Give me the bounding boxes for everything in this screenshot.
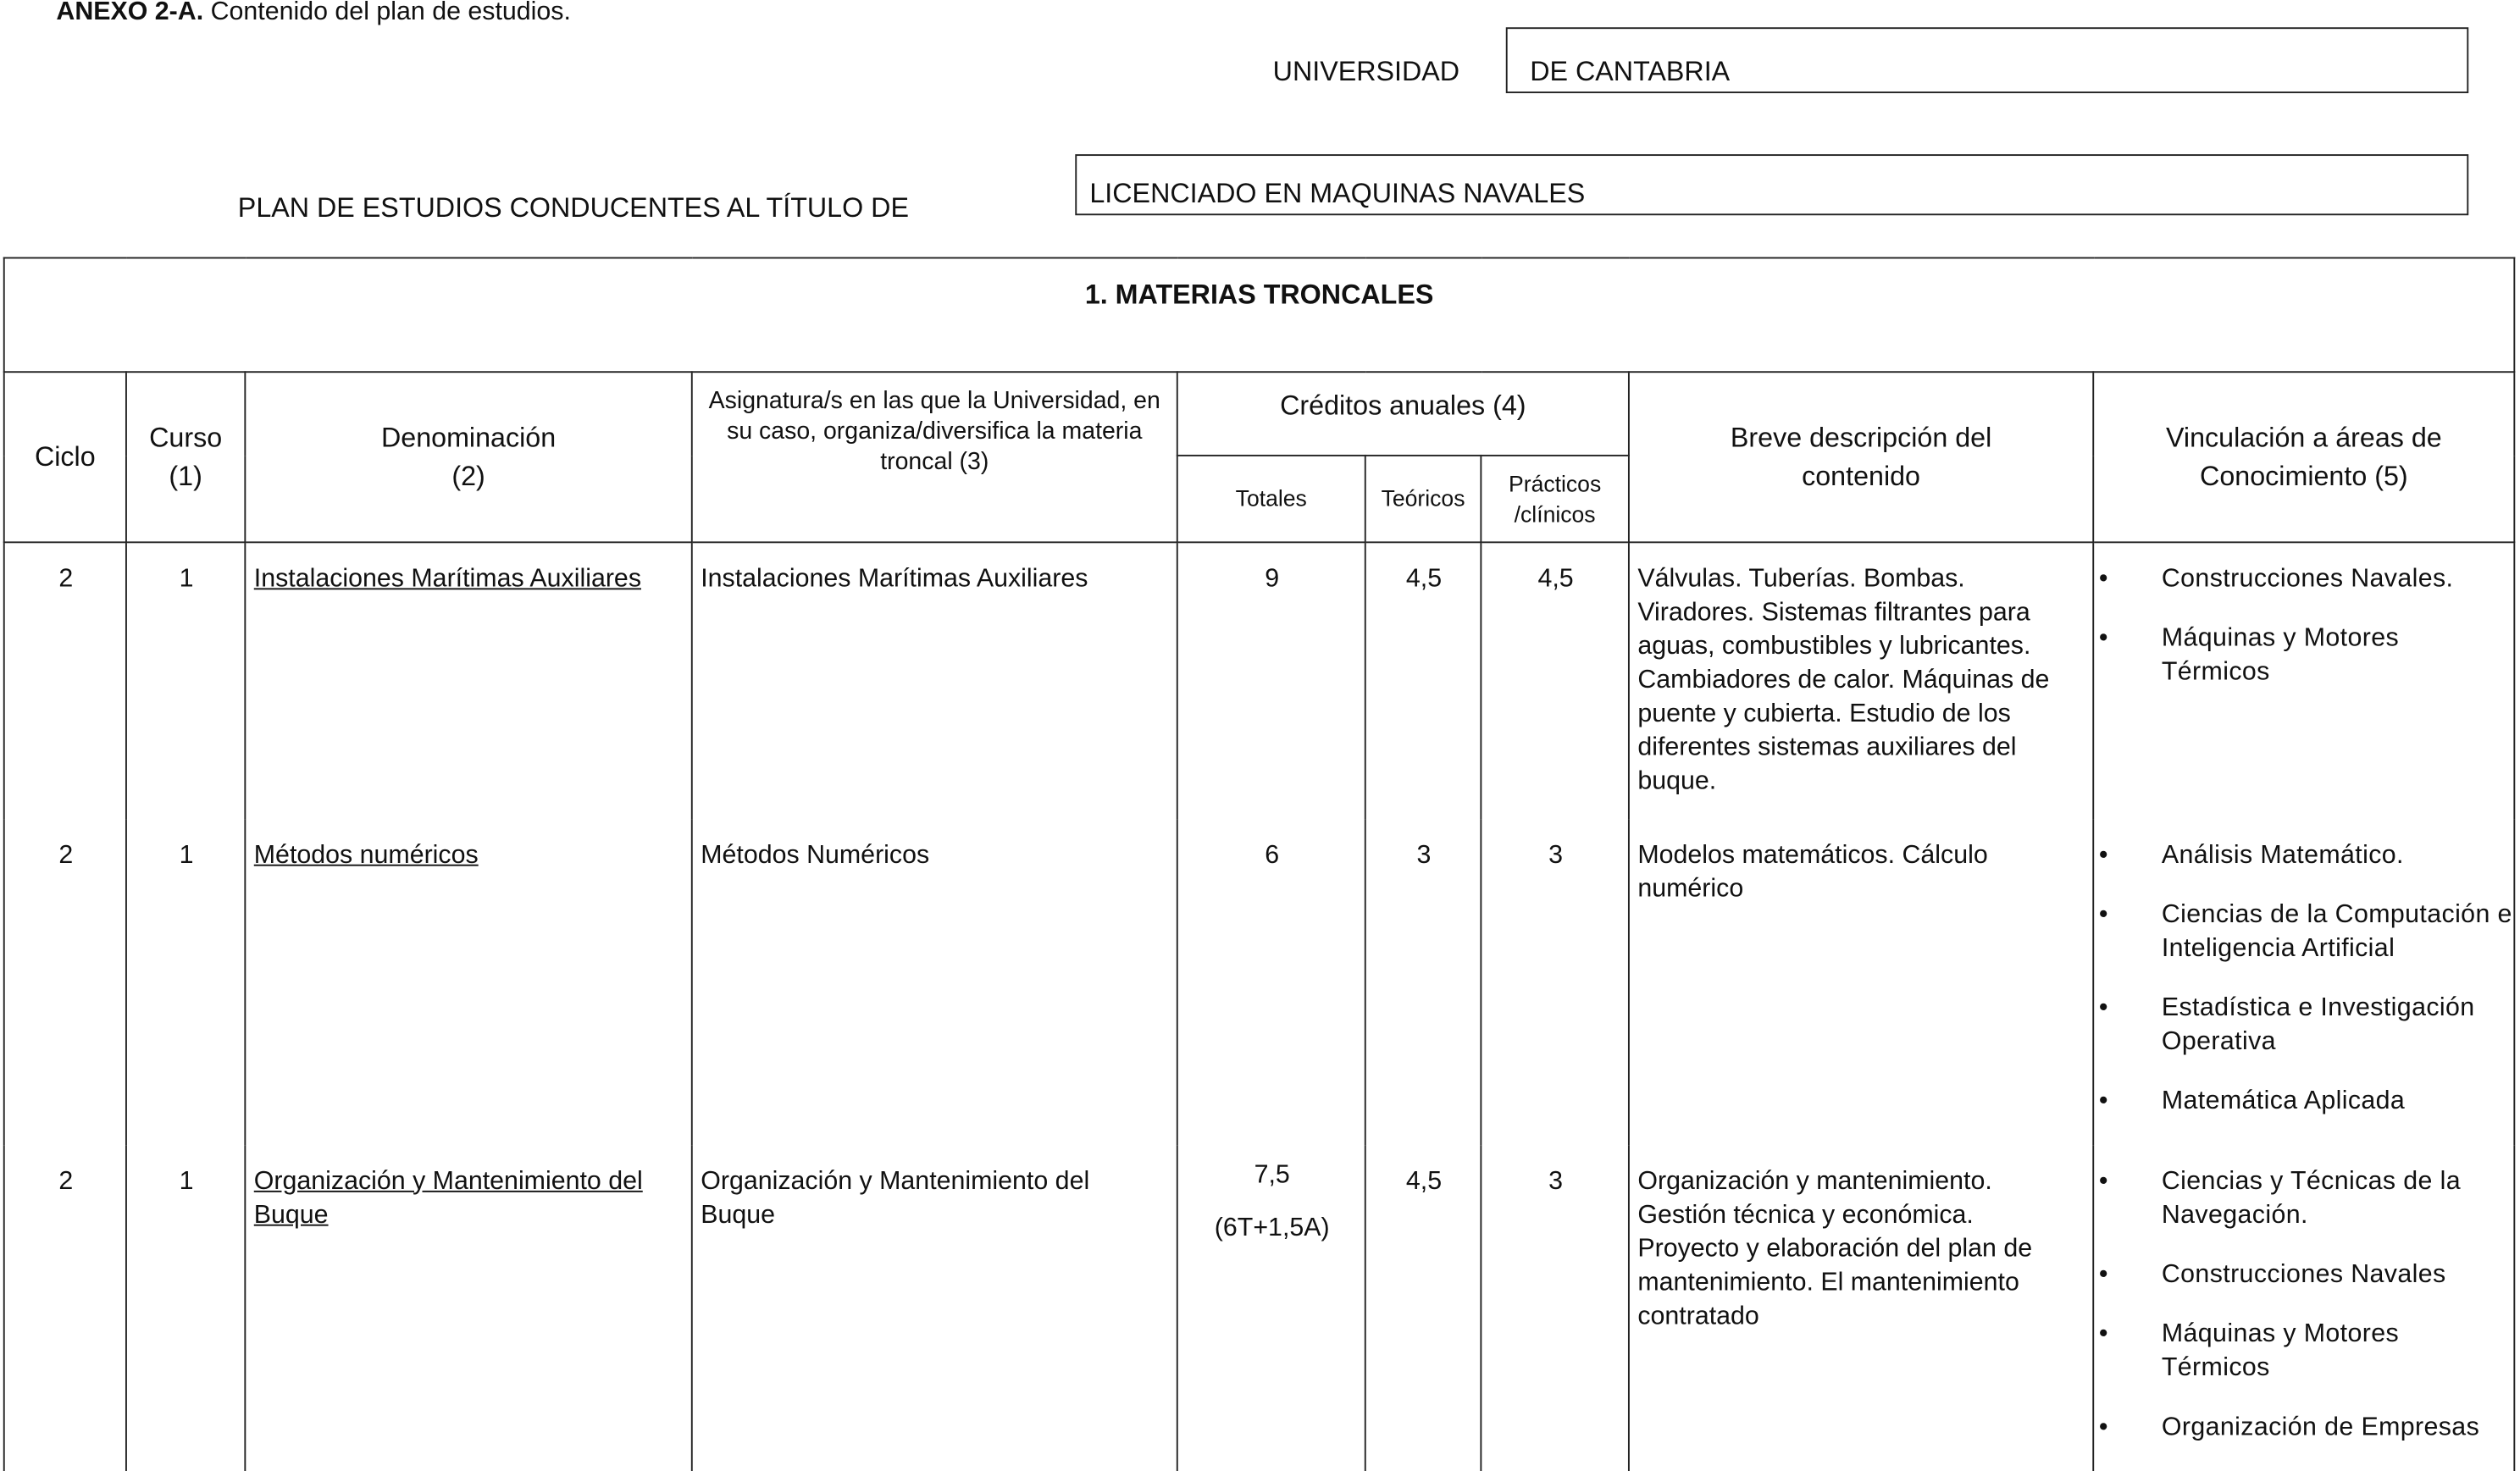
universidad-field [1506, 27, 2468, 93]
row-denominacion: Organización y Mantenimiento del Buque [245, 1145, 691, 1471]
table-row [4, 542, 2515, 818]
row-ciclo: 2 [4, 1145, 126, 1471]
bullet-icon: • [2098, 1260, 2108, 1288]
row-totales [1177, 1145, 1365, 1471]
row-denominacion: Instalaciones Marítimas Auxiliares [245, 542, 691, 818]
row-ciclo: 2 [4, 819, 126, 1145]
row-practicos: 3 [1481, 819, 1629, 1145]
annex-label: ANEXO 2-A. [56, 0, 204, 26]
area-item [2094, 622, 2513, 689]
row-ciclo: 2 [4, 542, 126, 818]
col-totales: Totales [1177, 456, 1365, 542]
area-label: Análisis Matemático. [2161, 841, 2404, 869]
universidad-value: DE CANTABRIA [1530, 56, 1731, 87]
row-areas [2093, 819, 2514, 1145]
plan-value: LICENCIADO EN MAQUINAS NAVALES [1089, 178, 1586, 209]
bullet-icon: • [2098, 1167, 2108, 1195]
area-item [2094, 1164, 2513, 1232]
row-asignatura: Instalaciones Marítimas Auxiliares [692, 542, 1177, 818]
area-label: Ciencias de la Computación e Inteligencia Artificial [2161, 900, 2512, 962]
area-label: Estadística e Investigación Operativa [2161, 993, 2475, 1055]
table-row [4, 819, 2515, 1145]
row-areas [2093, 1145, 2514, 1471]
col-teoricos: Teóricos [1365, 456, 1482, 542]
row-descripcion: Válvulas. Tuberías. Bombas. Viradores. Sistemas filtrantes para aguas, combustibles y lubricantes. Cambiadores de calor. Máquinas de puente y cubierta. Estudio de los diferentes sistemas auxiliares del buque. [1629, 542, 2093, 818]
area-label: Construcciones Navales. [2161, 565, 2454, 594]
area-label: Ciencias y Técnicas de la Navegación. [2161, 1167, 2462, 1229]
area-item [2094, 1258, 2513, 1291]
col-asignatura: Asignatura/s en las que la Universidad, en su caso, organiza/diversifica la materia troncal (3) [692, 372, 1177, 542]
area-item [2094, 1410, 2513, 1444]
area-item [2094, 838, 2513, 871]
row-asignatura: Métodos Numéricos [692, 819, 1177, 1145]
col-curso-label: Curso [149, 422, 223, 453]
row-totales-note: (6T+1,5A) [1214, 1214, 1330, 1242]
plan-field [1075, 154, 2468, 215]
area-item [2094, 1317, 2513, 1385]
col-ciclo: Ciclo [4, 372, 126, 542]
bullet-icon: • [2098, 565, 2108, 594]
bullet-icon: • [2098, 900, 2108, 928]
row-curso: 1 [126, 1145, 245, 1471]
bullet-icon: • [2098, 1319, 2108, 1347]
row-totales-value: 7,5 [1254, 1160, 1290, 1189]
table-title: 1. MATERIAS TRONCALES [4, 258, 2515, 373]
row-descripcion: Modelos matemáticos. Cálculo numérico [1629, 819, 2093, 1145]
row-denominacion: Métodos numéricos [245, 819, 691, 1145]
row-asignatura: Organización y Mantenimiento del Buque [692, 1145, 1177, 1471]
col-curso [126, 372, 245, 542]
bullet-icon: • [2098, 1087, 2108, 1114]
area-label: Máquinas y Motores Térmicos [2161, 625, 2400, 687]
row-teoricos: 4,5 [1365, 1145, 1482, 1471]
row-totales-value: 6 [1265, 841, 1280, 869]
row-areas [2093, 542, 2514, 818]
col-curso-note: (1) [169, 460, 202, 491]
col-denominacion-note: (2) [451, 460, 485, 491]
col-denominacion-label: Denominación [380, 422, 557, 453]
area-item [2094, 562, 2513, 596]
area-label: Matemática Aplicada [2161, 1087, 2406, 1114]
row-totales [1177, 542, 1365, 818]
col-creditos: Créditos anuales (4) [1177, 372, 1629, 456]
bullet-icon: • [2098, 1413, 2108, 1441]
bullet-icon: • [2098, 625, 2108, 653]
table-row [4, 1145, 2515, 1471]
bullet-icon: • [2098, 841, 2108, 869]
materias-troncales-table [3, 257, 2516, 1471]
row-teoricos: 3 [1365, 819, 1482, 1145]
row-teoricos: 4,5 [1365, 542, 1482, 818]
row-totales-value: 9 [1265, 565, 1280, 594]
plan-label: PLAN DE ESTUDIOS CONDUCENTES AL TÍTULO DE [237, 192, 909, 224]
row-descripcion: Organización y mantenimiento. Gestión técnica y económica. Proyecto y elaboración del plan de mantenimiento. El mantenimiento contratado [1629, 1145, 2093, 1471]
universidad-label: UNIVERSIDAD [1272, 56, 1460, 87]
annex-text: Contenido del plan de estudios. [203, 0, 571, 26]
area-label: Máquinas y Motores Térmicos [2161, 1319, 2400, 1381]
col-practicos: Prácticos /clínicos [1481, 456, 1629, 542]
bullet-icon: • [2098, 993, 2108, 1021]
col-vinculacion: Vinculación a áreas de Conocimiento (5) [2093, 372, 2514, 542]
col-denominacion [245, 372, 691, 542]
row-practicos: 4,5 [1481, 542, 1629, 818]
col-breve: Breve descripción del contenido [1629, 372, 2093, 542]
row-curso: 1 [126, 819, 245, 1145]
row-practicos: 3 [1481, 1145, 1629, 1471]
area-item [2094, 898, 2513, 965]
annex-heading [56, 0, 570, 27]
area-label: Organización de Empresas [2161, 1413, 2480, 1441]
row-totales [1177, 819, 1365, 1145]
area-item [2094, 1084, 2513, 1118]
area-item [2094, 991, 2513, 1059]
area-label: Construcciones Navales [2161, 1260, 2446, 1288]
row-curso: 1 [126, 542, 245, 818]
